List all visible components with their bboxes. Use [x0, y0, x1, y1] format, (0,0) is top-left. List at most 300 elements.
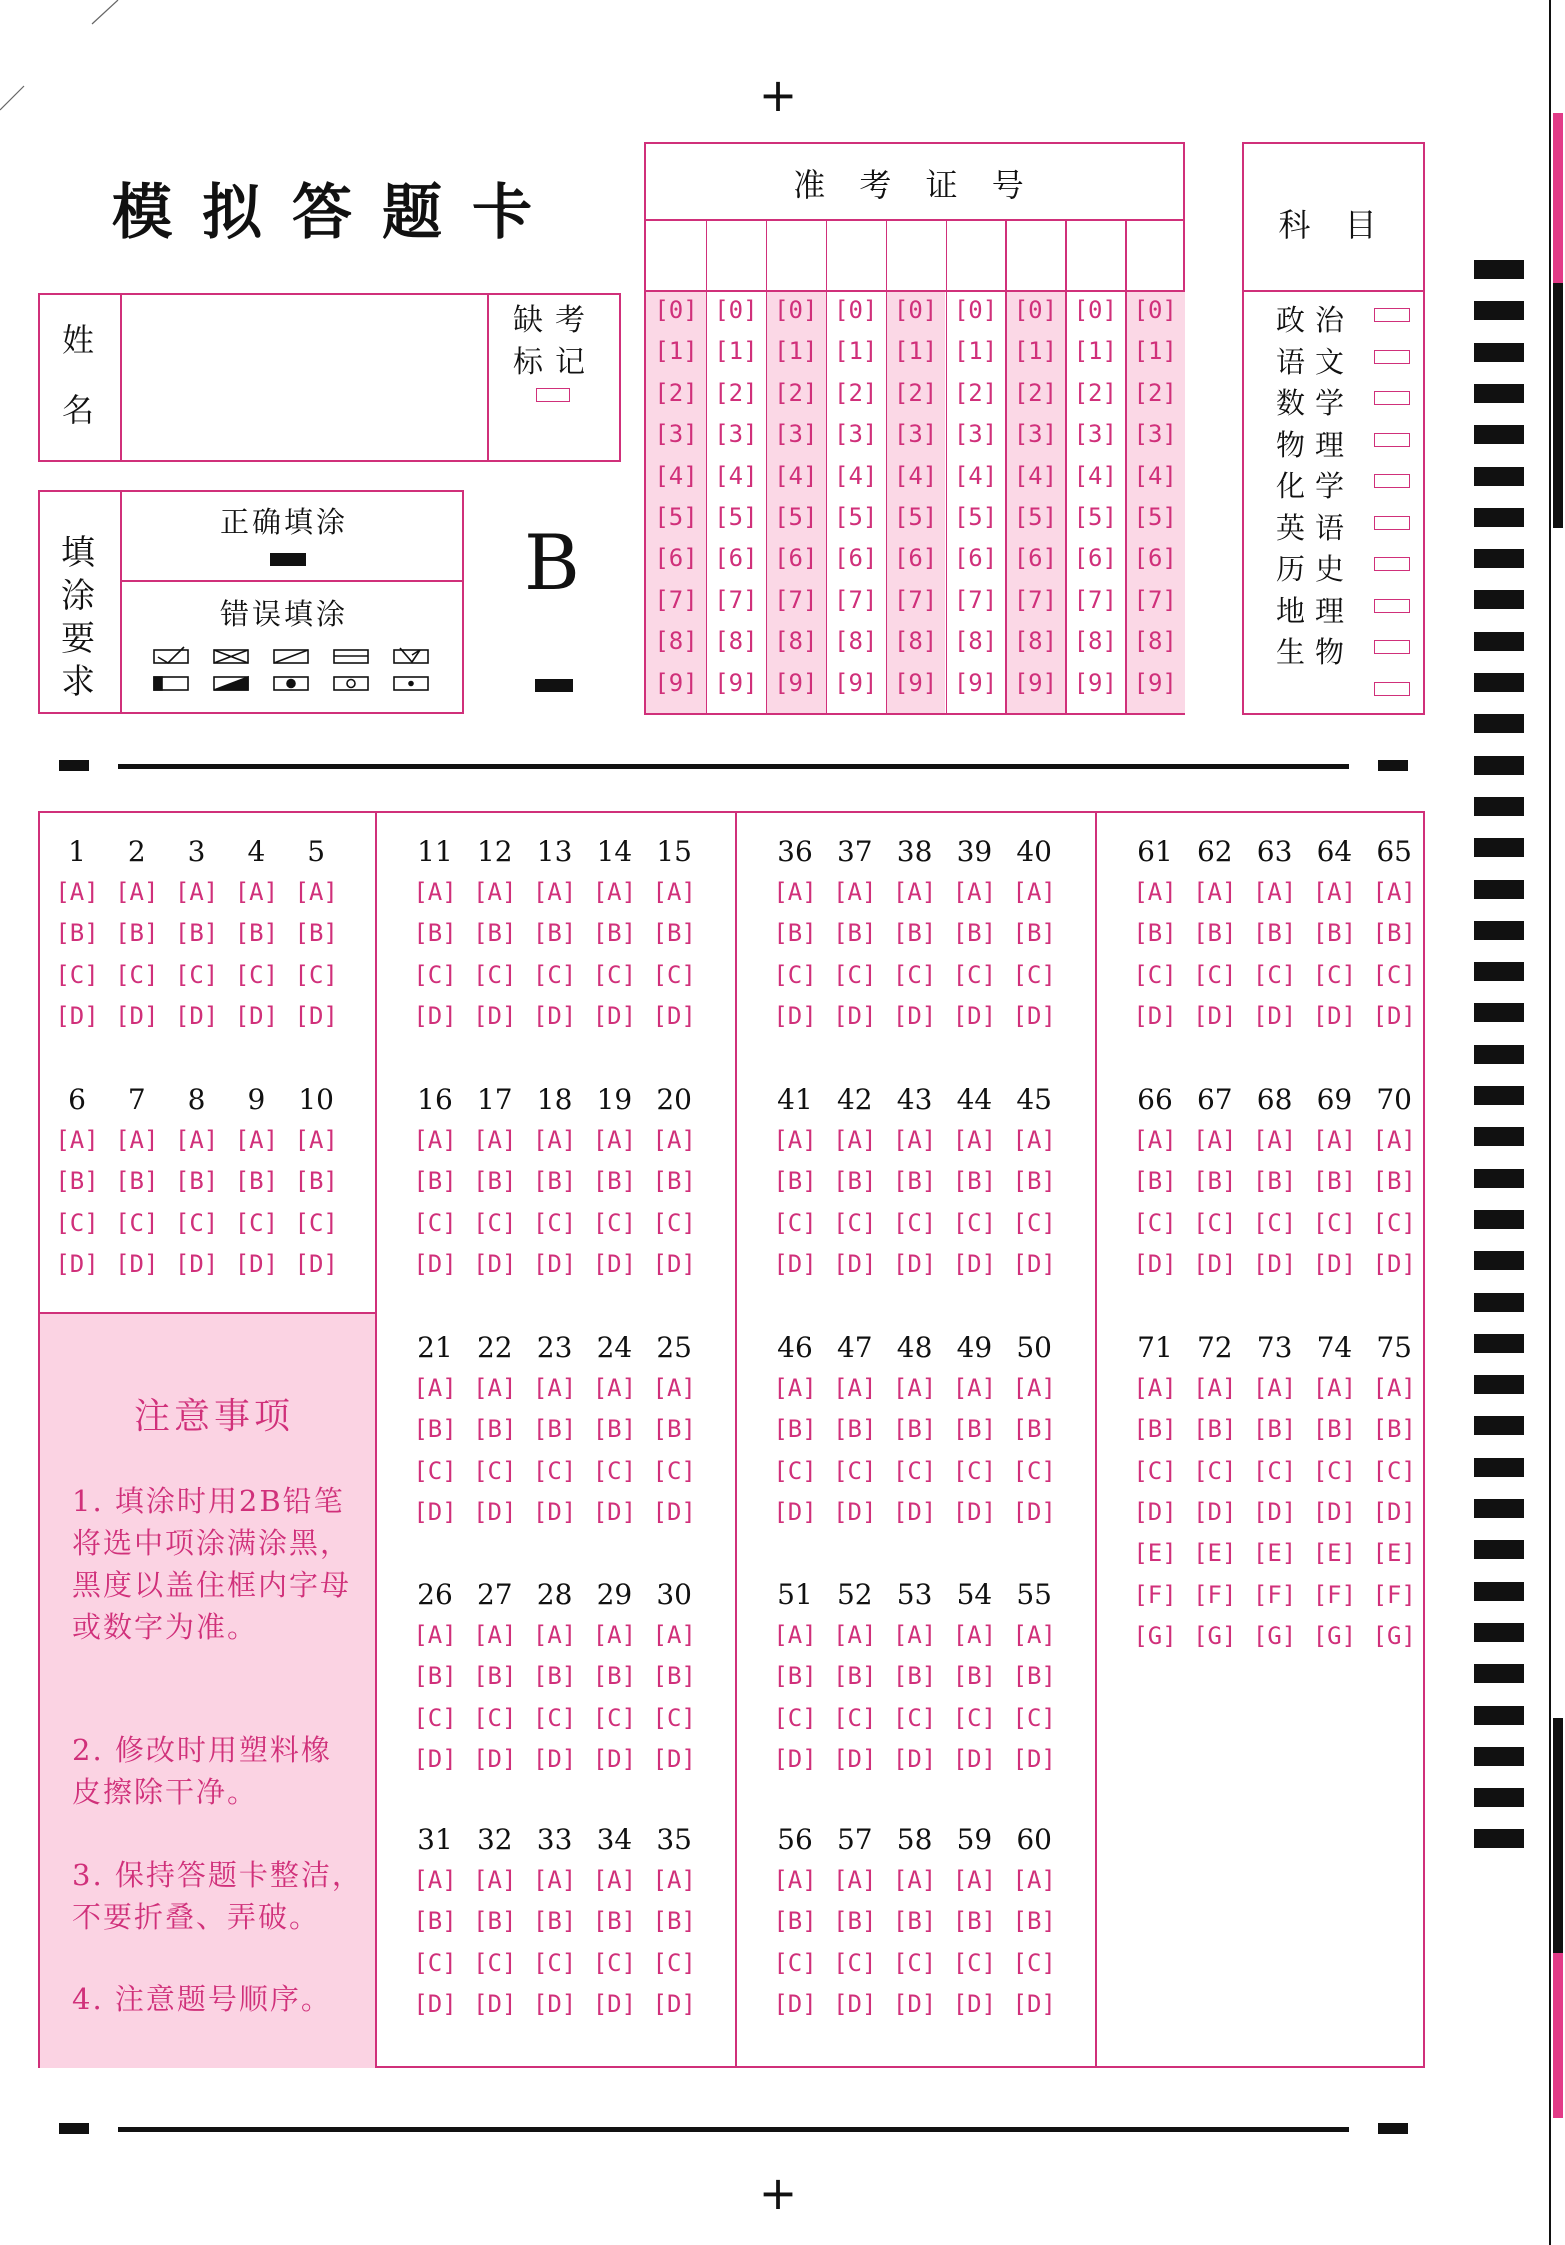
answer-bubble[interactable]: [B]: [413, 919, 457, 948]
exam-digit-bubble[interactable]: [7]: [714, 585, 758, 614]
exam-digit-bubble[interactable]: [7]: [834, 585, 878, 614]
answer-bubble[interactable]: [C]: [473, 1456, 517, 1485]
answer-bubble[interactable]: [B]: [773, 1167, 817, 1196]
answer-bubble[interactable]: [A]: [652, 1866, 696, 1894]
answer-bubble[interactable]: [B]: [473, 1415, 517, 1444]
answer-bubble[interactable]: [D]: [892, 1497, 937, 1526]
answer-bubble[interactable]: [B]: [413, 1415, 457, 1444]
exam-digit-bubble[interactable]: [4]: [1073, 461, 1117, 490]
exam-digit-bubble[interactable]: [8]: [714, 627, 758, 656]
answer-bubble[interactable]: [D]: [234, 1249, 279, 1278]
answer-bubble[interactable]: [B]: [1252, 919, 1297, 948]
answer-bubble[interactable]: [D]: [532, 1249, 577, 1278]
answer-bubble[interactable]: [D]: [473, 1497, 517, 1526]
exam-digit-bubble[interactable]: [9]: [953, 668, 998, 697]
answer-bubble[interactable]: [D]: [833, 1249, 877, 1278]
answer-bubble[interactable]: [B]: [892, 1662, 937, 1691]
answer-bubble[interactable]: [B]: [892, 1907, 937, 1936]
answer-bubble[interactable]: [B]: [952, 1167, 997, 1196]
answer-bubble[interactable]: [B]: [473, 1662, 517, 1691]
answer-bubble[interactable]: [B]: [833, 1907, 877, 1936]
answer-bubble[interactable]: [A]: [1133, 1374, 1177, 1402]
answer-bubble[interactable]: [C]: [592, 1948, 637, 1977]
exam-digit-bubble[interactable]: [0]: [834, 296, 878, 324]
exam-digit-bubble[interactable]: [4]: [1013, 461, 1058, 490]
answer-bubble[interactable]: [B]: [1193, 1167, 1237, 1196]
exam-digit-bubble[interactable]: [1]: [1133, 337, 1177, 366]
answer-bubble[interactable]: [B]: [473, 919, 517, 948]
answer-bubble[interactable]: [D]: [1372, 1497, 1416, 1526]
answer-bubble[interactable]: [A]: [234, 1126, 279, 1154]
answer-bubble[interactable]: [D]: [652, 1744, 696, 1773]
exam-digit-bubble[interactable]: [1]: [893, 337, 938, 366]
answer-bubble[interactable]: [A]: [592, 1374, 637, 1402]
exam-digit-bubble[interactable]: [7]: [1133, 585, 1177, 614]
answer-bubble[interactable]: [C]: [1312, 960, 1357, 989]
exam-digit-bubble[interactable]: [0]: [893, 296, 938, 324]
answer-bubble[interactable]: [C]: [892, 960, 937, 989]
exam-digit-bubble[interactable]: [7]: [1013, 585, 1058, 614]
answer-bubble[interactable]: [A]: [532, 1126, 577, 1154]
answer-bubble[interactable]: [D]: [592, 1497, 637, 1526]
answer-bubble[interactable]: [E]: [1193, 1539, 1237, 1568]
answer-bubble[interactable]: [D]: [473, 1001, 517, 1030]
answer-bubble[interactable]: [A]: [1012, 1126, 1056, 1154]
answer-bubble[interactable]: [B]: [1372, 1415, 1416, 1444]
answer-bubble[interactable]: [B]: [413, 1907, 457, 1936]
answer-bubble[interactable]: [B]: [592, 1662, 637, 1691]
exam-digit-bubble[interactable]: [0]: [654, 296, 698, 324]
answer-bubble[interactable]: [C]: [952, 1208, 997, 1237]
answer-bubble[interactable]: [A]: [833, 1621, 877, 1649]
answer-bubble[interactable]: [A]: [55, 1126, 99, 1154]
answer-bubble[interactable]: [A]: [1252, 1126, 1297, 1154]
answer-bubble[interactable]: [D]: [532, 1497, 577, 1526]
answer-bubble[interactable]: [C]: [234, 1208, 279, 1237]
answer-bubble[interactable]: [A]: [892, 1621, 937, 1649]
answer-bubble[interactable]: [A]: [892, 1126, 937, 1154]
exam-digit-bubble[interactable]: [1]: [1073, 337, 1117, 366]
answer-bubble[interactable]: [A]: [592, 878, 637, 906]
answer-bubble[interactable]: [A]: [833, 1126, 877, 1154]
exam-digit-bubble[interactable]: [6]: [1013, 544, 1058, 573]
answer-bubble[interactable]: [C]: [1193, 1208, 1237, 1237]
answer-bubble[interactable]: [C]: [55, 960, 99, 989]
exam-digit-bubble[interactable]: [4]: [774, 461, 818, 490]
subject-bubble[interactable]: [1374, 350, 1410, 364]
answer-bubble[interactable]: [D]: [773, 1249, 817, 1278]
answer-bubble[interactable]: [C]: [1252, 1208, 1297, 1237]
answer-bubble[interactable]: [D]: [1193, 1249, 1237, 1278]
answer-bubble[interactable]: [B]: [413, 1662, 457, 1691]
answer-bubble[interactable]: [A]: [413, 1374, 457, 1402]
answer-bubble[interactable]: [A]: [413, 1866, 457, 1894]
answer-bubble[interactable]: [A]: [1312, 1374, 1357, 1402]
answer-bubble[interactable]: [D]: [833, 1744, 877, 1773]
answer-bubble[interactable]: [C]: [1133, 1456, 1177, 1485]
exam-digit-bubble[interactable]: [6]: [774, 544, 818, 573]
exam-digit-bubble[interactable]: [4]: [953, 461, 998, 490]
answer-bubble[interactable]: [B]: [413, 1167, 457, 1196]
answer-bubble[interactable]: [A]: [532, 1374, 577, 1402]
exam-digit-bubble[interactable]: [3]: [1073, 420, 1117, 449]
answer-bubble[interactable]: [B]: [532, 1167, 577, 1196]
answer-bubble[interactable]: [E]: [1252, 1539, 1297, 1568]
answer-bubble[interactable]: [B]: [952, 1415, 997, 1444]
answer-bubble[interactable]: [B]: [174, 919, 219, 948]
answer-bubble[interactable]: [C]: [773, 1948, 817, 1977]
exam-digit-bubble[interactable]: [3]: [893, 420, 938, 449]
exam-digit-bubble[interactable]: [1]: [1013, 337, 1058, 366]
exam-digit-bubble[interactable]: [3]: [654, 420, 698, 449]
subject-bubble[interactable]: [1374, 308, 1410, 322]
answer-bubble[interactable]: [A]: [473, 1621, 517, 1649]
answer-bubble[interactable]: [B]: [1312, 1415, 1357, 1444]
exam-digit-bubble[interactable]: [4]: [714, 461, 758, 490]
answer-bubble[interactable]: [B]: [833, 1415, 877, 1444]
answer-bubble[interactable]: [C]: [652, 1208, 696, 1237]
exam-digit-bubble[interactable]: [6]: [654, 544, 698, 573]
answer-bubble[interactable]: [C]: [294, 1208, 338, 1237]
answer-bubble[interactable]: [B]: [652, 1415, 696, 1444]
answer-bubble[interactable]: [B]: [473, 1167, 517, 1196]
exam-digit-bubble[interactable]: [7]: [654, 585, 698, 614]
answer-bubble[interactable]: [E]: [1372, 1539, 1416, 1568]
exam-digit-bubble[interactable]: [8]: [654, 627, 698, 656]
exam-digit-bubble[interactable]: [3]: [774, 420, 818, 449]
answer-bubble[interactable]: [B]: [115, 1167, 159, 1196]
answer-bubble[interactable]: [B]: [1193, 919, 1237, 948]
answer-bubble[interactable]: [C]: [833, 1456, 877, 1485]
answer-bubble[interactable]: [A]: [413, 1621, 457, 1649]
exam-digit-bubble[interactable]: [8]: [834, 627, 878, 656]
exam-digit-bubble[interactable]: [2]: [834, 378, 878, 407]
exam-digit-bubble[interactable]: [5]: [1013, 503, 1058, 531]
answer-bubble[interactable]: [D]: [294, 1249, 338, 1278]
answer-bubble[interactable]: [A]: [294, 1126, 338, 1154]
exam-digit-bubble[interactable]: [4]: [654, 461, 698, 490]
answer-bubble[interactable]: [A]: [532, 878, 577, 906]
answer-bubble[interactable]: [A]: [532, 1866, 577, 1894]
exam-digit-bubble[interactable]: [6]: [834, 544, 878, 573]
subject-bubble[interactable]: [1374, 433, 1410, 447]
answer-bubble[interactable]: [C]: [1012, 1703, 1056, 1732]
answer-bubble[interactable]: [C]: [413, 1948, 457, 1977]
answer-bubble[interactable]: [C]: [174, 1208, 219, 1237]
answer-bubble[interactable]: [B]: [55, 1167, 99, 1196]
answer-bubble[interactable]: [A]: [1012, 1374, 1056, 1402]
answer-bubble[interactable]: [A]: [952, 1374, 997, 1402]
exam-digit-bubble[interactable]: [9]: [774, 668, 818, 697]
answer-bubble[interactable]: [C]: [413, 1208, 457, 1237]
answer-bubble[interactable]: [C]: [773, 1456, 817, 1485]
answer-bubble[interactable]: [D]: [892, 1989, 937, 2018]
answer-bubble[interactable]: [D]: [652, 1497, 696, 1526]
answer-bubble[interactable]: [B]: [1012, 1662, 1056, 1691]
answer-bubble[interactable]: [C]: [1252, 1456, 1297, 1485]
answer-bubble[interactable]: [A]: [1372, 878, 1416, 906]
exam-digit-bubble[interactable]: [5]: [893, 503, 938, 531]
answer-bubble[interactable]: [C]: [473, 1208, 517, 1237]
answer-bubble[interactable]: [A]: [174, 878, 219, 906]
exam-digit-bubble[interactable]: [7]: [893, 585, 938, 614]
answer-bubble[interactable]: [A]: [592, 1126, 637, 1154]
answer-bubble[interactable]: [B]: [115, 919, 159, 948]
answer-bubble[interactable]: [A]: [952, 1866, 997, 1894]
answer-bubble[interactable]: [C]: [592, 1208, 637, 1237]
answer-bubble[interactable]: [B]: [773, 1907, 817, 1936]
answer-bubble[interactable]: [G]: [1193, 1621, 1237, 1650]
exam-digit-bubble[interactable]: [6]: [1133, 544, 1177, 573]
answer-bubble[interactable]: [A]: [413, 878, 457, 906]
answer-bubble[interactable]: [C]: [892, 1208, 937, 1237]
answer-bubble[interactable]: [D]: [952, 1989, 997, 2018]
answer-bubble[interactable]: [C]: [833, 1948, 877, 1977]
answer-bubble[interactable]: [C]: [532, 1948, 577, 1977]
answer-bubble[interactable]: [C]: [952, 960, 997, 989]
answer-bubble[interactable]: [B]: [1252, 1167, 1297, 1196]
exam-digit-bubble[interactable]: [1]: [774, 337, 818, 366]
answer-bubble[interactable]: [C]: [1193, 960, 1237, 989]
exam-digit-bubble[interactable]: [1]: [654, 337, 698, 366]
answer-bubble[interactable]: [D]: [1012, 1001, 1056, 1030]
exam-digit-bubble[interactable]: [5]: [714, 503, 758, 531]
answer-bubble[interactable]: [A]: [1012, 1866, 1056, 1894]
exam-digit-bubble[interactable]: [9]: [1013, 668, 1058, 697]
answer-bubble[interactable]: [D]: [413, 1497, 457, 1526]
answer-bubble[interactable]: [C]: [652, 1948, 696, 1977]
exam-digit-bubble[interactable]: [2]: [654, 378, 698, 407]
answer-bubble[interactable]: [C]: [473, 1703, 517, 1732]
answer-bubble[interactable]: [C]: [473, 960, 517, 989]
answer-bubble[interactable]: [C]: [833, 1208, 877, 1237]
answer-bubble[interactable]: [F]: [1372, 1580, 1416, 1609]
exam-digit-bubble[interactable]: [0]: [714, 296, 758, 324]
answer-bubble[interactable]: [C]: [892, 1456, 937, 1485]
answer-bubble[interactable]: [D]: [413, 1249, 457, 1278]
exam-digit-bubble[interactable]: [9]: [834, 668, 878, 697]
answer-bubble[interactable]: [C]: [115, 1208, 159, 1237]
answer-bubble[interactable]: [C]: [833, 960, 877, 989]
exam-digit-bubble[interactable]: [9]: [654, 668, 698, 697]
answer-bubble[interactable]: [D]: [532, 1001, 577, 1030]
answer-bubble[interactable]: [D]: [833, 1497, 877, 1526]
answer-bubble[interactable]: [A]: [773, 1374, 817, 1402]
answer-bubble[interactable]: [D]: [174, 1249, 219, 1278]
answer-bubble[interactable]: [C]: [532, 1208, 577, 1237]
answer-bubble[interactable]: [D]: [952, 1249, 997, 1278]
answer-bubble[interactable]: [B]: [532, 1662, 577, 1691]
answer-bubble[interactable]: [B]: [532, 1907, 577, 1936]
answer-bubble[interactable]: [D]: [1252, 1249, 1297, 1278]
answer-bubble[interactable]: [A]: [952, 1126, 997, 1154]
answer-bubble[interactable]: [D]: [652, 1249, 696, 1278]
answer-bubble[interactable]: [G]: [1372, 1621, 1416, 1650]
answer-bubble[interactable]: [A]: [773, 878, 817, 906]
answer-bubble[interactable]: [D]: [294, 1001, 338, 1030]
exam-digit-bubble[interactable]: [0]: [774, 296, 818, 324]
answer-bubble[interactable]: [C]: [413, 960, 457, 989]
answer-bubble[interactable]: [C]: [592, 1456, 637, 1485]
exam-digit-bubble[interactable]: [8]: [953, 627, 998, 656]
exam-digit-bubble[interactable]: [2]: [893, 378, 938, 407]
answer-bubble[interactable]: [D]: [773, 1989, 817, 2018]
subject-bubble[interactable]: [1374, 474, 1410, 488]
exam-digit-bubble[interactable]: [6]: [714, 544, 758, 573]
answer-bubble[interactable]: [B]: [773, 1415, 817, 1444]
absent-mark-box[interactable]: [536, 388, 570, 402]
answer-bubble[interactable]: [D]: [1012, 1989, 1056, 2018]
answer-bubble[interactable]: [C]: [1252, 960, 1297, 989]
answer-bubble[interactable]: [A]: [1252, 878, 1297, 906]
answer-bubble[interactable]: [A]: [833, 1374, 877, 1402]
exam-digit-bubble[interactable]: [3]: [714, 420, 758, 449]
answer-bubble[interactable]: [A]: [115, 1126, 159, 1154]
answer-bubble[interactable]: [A]: [892, 878, 937, 906]
answer-bubble[interactable]: [D]: [413, 1989, 457, 2018]
answer-bubble[interactable]: [D]: [413, 1001, 457, 1030]
answer-bubble[interactable]: [B]: [1372, 919, 1416, 948]
answer-bubble[interactable]: [C]: [234, 960, 279, 989]
answer-bubble[interactable]: [D]: [234, 1001, 279, 1030]
answer-bubble[interactable]: [C]: [1133, 1208, 1177, 1237]
answer-bubble[interactable]: [F]: [1252, 1580, 1297, 1609]
exam-digit-bubble[interactable]: [4]: [1133, 461, 1177, 490]
answer-bubble[interactable]: [B]: [892, 919, 937, 948]
answer-bubble[interactable]: [A]: [773, 1621, 817, 1649]
answer-bubble[interactable]: [D]: [592, 1989, 637, 2018]
exam-digit-bubble[interactable]: [7]: [1073, 585, 1117, 614]
answer-bubble[interactable]: [D]: [532, 1744, 577, 1773]
answer-bubble[interactable]: [C]: [592, 1703, 637, 1732]
answer-bubble[interactable]: [B]: [294, 1167, 338, 1196]
answer-bubble[interactable]: [C]: [1012, 1948, 1056, 1977]
answer-bubble[interactable]: [B]: [592, 1167, 637, 1196]
answer-bubble[interactable]: [B]: [773, 1662, 817, 1691]
answer-bubble[interactable]: [A]: [773, 1866, 817, 1894]
answer-bubble[interactable]: [D]: [652, 1001, 696, 1030]
answer-bubble[interactable]: [E]: [1312, 1539, 1357, 1568]
answer-bubble[interactable]: [A]: [1312, 878, 1357, 906]
exam-digit-bubble[interactable]: [3]: [1133, 420, 1177, 449]
answer-bubble[interactable]: [C]: [1012, 960, 1056, 989]
exam-digit-bubble[interactable]: [5]: [953, 503, 998, 531]
answer-bubble[interactable]: [A]: [652, 878, 696, 906]
answer-bubble[interactable]: [B]: [652, 1907, 696, 1936]
answer-bubble[interactable]: [A]: [1012, 878, 1056, 906]
exam-digit-bubble[interactable]: [0]: [1133, 296, 1177, 324]
answer-bubble[interactable]: [C]: [532, 960, 577, 989]
answer-bubble[interactable]: [A]: [952, 878, 997, 906]
answer-bubble[interactable]: [A]: [55, 878, 99, 906]
answer-bubble[interactable]: [A]: [473, 1866, 517, 1894]
exam-digit-bubble[interactable]: [1]: [834, 337, 878, 366]
answer-bubble[interactable]: [A]: [1193, 1374, 1237, 1402]
exam-digit-bubble[interactable]: [5]: [834, 503, 878, 531]
answer-bubble[interactable]: [G]: [1133, 1621, 1177, 1650]
answer-bubble[interactable]: [A]: [1133, 1126, 1177, 1154]
answer-bubble[interactable]: [B]: [1012, 1167, 1056, 1196]
exam-digit-bubble[interactable]: [8]: [774, 627, 818, 656]
answer-bubble[interactable]: [F]: [1312, 1580, 1357, 1609]
answer-bubble[interactable]: [A]: [652, 1374, 696, 1402]
exam-digit-bubble[interactable]: [9]: [1133, 668, 1177, 697]
answer-bubble[interactable]: [A]: [413, 1126, 457, 1154]
exam-digit-bubble[interactable]: [0]: [953, 296, 998, 324]
answer-bubble[interactable]: [D]: [1193, 1497, 1237, 1526]
answer-bubble[interactable]: [C]: [652, 960, 696, 989]
answer-bubble[interactable]: [E]: [1133, 1539, 1177, 1568]
answer-bubble[interactable]: [D]: [1012, 1497, 1056, 1526]
answer-bubble[interactable]: [C]: [592, 960, 637, 989]
answer-bubble[interactable]: [A]: [473, 1126, 517, 1154]
answer-bubble[interactable]: [A]: [234, 878, 279, 906]
answer-bubble[interactable]: [C]: [952, 1948, 997, 1977]
answer-bubble[interactable]: [D]: [892, 1249, 937, 1278]
answer-bubble[interactable]: [D]: [174, 1001, 219, 1030]
answer-bubble[interactable]: [C]: [1193, 1456, 1237, 1485]
answer-bubble[interactable]: [B]: [1312, 919, 1357, 948]
subject-bubble[interactable]: [1374, 599, 1410, 613]
answer-bubble[interactable]: [D]: [892, 1744, 937, 1773]
answer-bubble[interactable]: [B]: [833, 919, 877, 948]
answer-bubble[interactable]: [D]: [652, 1989, 696, 2018]
subject-bubble[interactable]: [1374, 557, 1410, 571]
answer-bubble[interactable]: [B]: [592, 919, 637, 948]
exam-digit-bubble[interactable]: [0]: [1073, 296, 1117, 324]
answer-bubble[interactable]: [A]: [833, 878, 877, 906]
exam-digit-bubble[interactable]: [9]: [714, 668, 758, 697]
answer-bubble[interactable]: [A]: [473, 878, 517, 906]
exam-digit-bubble[interactable]: [7]: [774, 585, 818, 614]
answer-bubble[interactable]: [B]: [532, 919, 577, 948]
answer-bubble[interactable]: [D]: [952, 1001, 997, 1030]
answer-bubble[interactable]: [F]: [1133, 1580, 1177, 1609]
answer-bubble[interactable]: [A]: [473, 1374, 517, 1402]
exam-digit-bubble[interactable]: [3]: [1013, 420, 1058, 449]
answer-bubble[interactable]: [B]: [174, 1167, 219, 1196]
answer-bubble[interactable]: [D]: [115, 1001, 159, 1030]
answer-bubble[interactable]: [A]: [652, 1126, 696, 1154]
answer-bubble[interactable]: [C]: [892, 1948, 937, 1977]
answer-bubble[interactable]: [C]: [532, 1456, 577, 1485]
answer-bubble[interactable]: [G]: [1312, 1621, 1357, 1650]
answer-bubble[interactable]: [A]: [892, 1374, 937, 1402]
answer-bubble[interactable]: [C]: [1372, 960, 1416, 989]
answer-bubble[interactable]: [C]: [1312, 1456, 1357, 1485]
exam-digit-bubble[interactable]: [8]: [1013, 627, 1058, 656]
answer-bubble[interactable]: [C]: [174, 960, 219, 989]
exam-digit-bubble[interactable]: [3]: [834, 420, 878, 449]
answer-bubble[interactable]: [B]: [952, 1907, 997, 1936]
answer-bubble[interactable]: [D]: [833, 1001, 877, 1030]
answer-bubble[interactable]: [G]: [1252, 1621, 1297, 1650]
answer-bubble[interactable]: [D]: [592, 1744, 637, 1773]
answer-bubble[interactable]: [C]: [1012, 1456, 1056, 1485]
answer-bubble[interactable]: [B]: [234, 1167, 279, 1196]
subject-bubble[interactable]: [1374, 391, 1410, 405]
answer-bubble[interactable]: [A]: [952, 1621, 997, 1649]
answer-bubble[interactable]: [D]: [55, 1001, 99, 1030]
answer-bubble[interactable]: [D]: [773, 1001, 817, 1030]
exam-digit-bubble[interactable]: [5]: [654, 503, 698, 531]
answer-bubble[interactable]: [A]: [1012, 1621, 1056, 1649]
answer-bubble[interactable]: [D]: [592, 1001, 637, 1030]
answer-bubble[interactable]: [B]: [1133, 1415, 1177, 1444]
answer-bubble[interactable]: [B]: [833, 1662, 877, 1691]
answer-bubble[interactable]: [D]: [952, 1744, 997, 1773]
answer-bubble[interactable]: [A]: [892, 1866, 937, 1894]
